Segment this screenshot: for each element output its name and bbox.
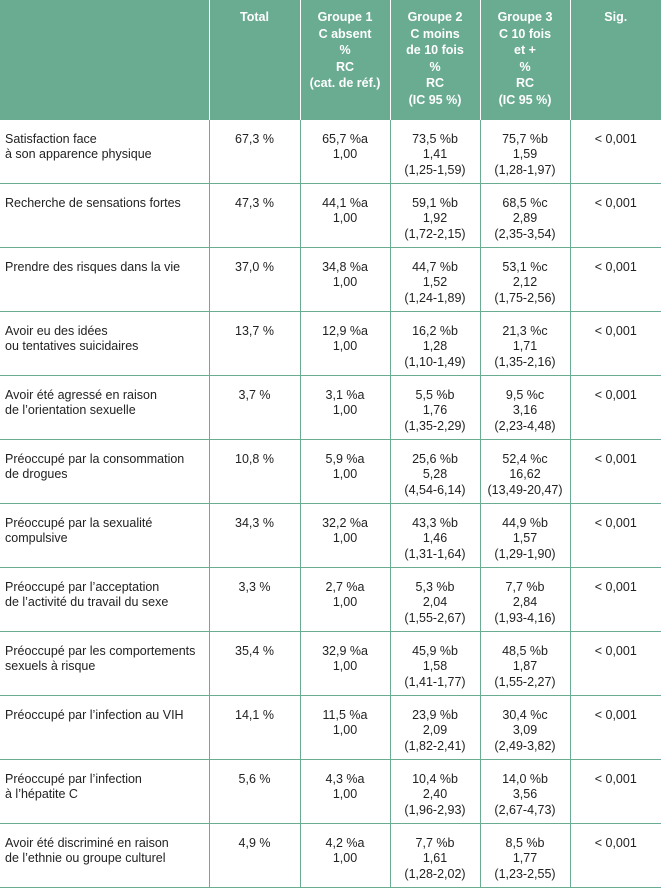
total-cell	[209, 759, 300, 823]
group-1-cell-line: 44,1 %a	[322, 195, 368, 210]
significance-cell	[570, 375, 661, 439]
row-label-cell	[0, 567, 209, 631]
group-3-cell-line: 68,5 %c	[502, 195, 548, 210]
group-2-cell-line: 1,92	[422, 211, 448, 225]
group-1-cell-line: 1,00	[332, 403, 358, 417]
group-2-cell-line: 2,09	[422, 723, 448, 737]
group-2-cell	[390, 631, 480, 695]
group-3-cell-line: 9,5 %c	[505, 387, 545, 402]
header-cell-sig	[570, 0, 661, 119]
group-2-cell	[390, 695, 480, 759]
table-row	[0, 183, 661, 247]
group-1-cell-line: 4,3 %a	[325, 771, 365, 786]
group-3-cell-line: (1,93-4,16)	[494, 610, 556, 625]
group-2-cell-line: (1,31-1,64)	[404, 546, 466, 561]
header-cell-label	[0, 0, 209, 119]
group-3-cell	[480, 823, 570, 887]
row-label-cell-line: à l’hépatite C	[5, 787, 78, 801]
group-3-cell-line: (1,75-2,56)	[494, 290, 556, 305]
total-cell	[209, 631, 300, 695]
total-cell-value: 10,8 %	[235, 451, 274, 466]
group-3-cell-line: 1,71	[512, 339, 538, 353]
group-3-cell	[480, 503, 570, 567]
group-1-cell-line: 3,1 %a	[325, 387, 365, 402]
group-3-cell-line: 44,9 %b	[502, 515, 548, 530]
row-label-cell	[0, 631, 209, 695]
table-row	[0, 247, 661, 311]
group-1-cell-line: 11,5 %a	[322, 707, 368, 722]
group-3-cell-line: 75,7 %b	[502, 131, 548, 146]
significance-cell	[570, 503, 661, 567]
group-2-cell	[390, 375, 480, 439]
row-label-cell-line: Préoccupé par la consommation	[5, 451, 185, 466]
total-cell-value: 67,3 %	[235, 131, 274, 146]
header-cell-group-2	[390, 0, 480, 119]
row-label-cell	[0, 311, 209, 375]
group-1-cell-line: 2,7 %a	[325, 579, 365, 594]
group-2-cell	[390, 759, 480, 823]
group-1-cell	[300, 439, 390, 503]
significance-cell	[570, 759, 661, 823]
row-label-cell-line: Recherche de sensations fortes	[5, 195, 181, 210]
group-2-cell	[390, 503, 480, 567]
row-label-cell	[0, 119, 209, 183]
row-label-cell	[0, 695, 209, 759]
group-1-cell	[300, 183, 390, 247]
total-cell-value: 37,0 %	[235, 259, 274, 274]
group-2-cell	[390, 567, 480, 631]
group-3-cell	[480, 183, 570, 247]
header-line: %	[519, 59, 531, 74]
row-label-cell	[0, 823, 209, 887]
group-2-cell-line: (1,28-2,02)	[404, 866, 466, 881]
total-cell-value: 13,7 %	[235, 323, 274, 338]
group-3-cell-line: (1,28-1,97)	[494, 162, 556, 177]
group-3-cell-line: (1,55-2,27)	[494, 674, 556, 689]
row-label-cell-line: Préoccupé par l’infection	[5, 771, 142, 786]
significance-cell-value: < 0,001	[594, 131, 637, 146]
group-2-cell-line: 1,28	[422, 339, 448, 353]
group-2-cell-line: 10,4 %b	[412, 771, 458, 786]
group-2-cell-line: 44,7 %b	[412, 259, 458, 274]
total-cell-value: 4,9 %	[238, 835, 271, 850]
group-3-cell-line: 53,1 %c	[502, 259, 548, 274]
group-3-cell-line: (2,49-3,82)	[494, 738, 556, 753]
total-cell	[209, 119, 300, 183]
header-cell-group-3	[480, 0, 570, 119]
group-1-cell	[300, 311, 390, 375]
group-3-cell-line: 7,7 %b	[505, 579, 545, 594]
group-2-cell-line: 1,46	[422, 531, 448, 545]
significance-cell	[570, 695, 661, 759]
total-cell	[209, 311, 300, 375]
table-row	[0, 503, 661, 567]
significance-cell	[570, 183, 661, 247]
header-line: de 10 fois	[406, 43, 464, 57]
group-3-cell-line: 3,09	[512, 723, 538, 737]
row-label-cell-line: Préoccupé par la sexualité	[5, 515, 153, 530]
group-3-cell-line: 21,3 %c	[502, 323, 548, 338]
group-1-cell-line: 65,7 %a	[322, 131, 368, 146]
group-2-cell-line: 7,7 %b	[415, 835, 455, 850]
group-3-cell-line: 2,89	[512, 211, 538, 225]
row-label-cell-line: de l’orientation sexuelle	[5, 403, 136, 417]
group-3-cell-line: 1,57	[512, 531, 538, 545]
group-1-cell	[300, 631, 390, 695]
group-1-cell-line: 5,9 %a	[325, 451, 365, 466]
group-3-cell-line: 2,12	[512, 275, 538, 289]
group-1-cell-line: 1,00	[332, 467, 358, 481]
group-3-cell-line: 3,56	[512, 787, 538, 801]
significance-cell	[570, 439, 661, 503]
group-2-cell-line: (1,96-2,93)	[404, 802, 466, 817]
group-1-cell-line: 1,00	[332, 851, 358, 865]
group-3-cell	[480, 759, 570, 823]
header-line: Groupe 3	[497, 10, 553, 24]
significance-cell-value: < 0,001	[594, 451, 637, 466]
row-label-cell	[0, 439, 209, 503]
significance-cell-value: < 0,001	[594, 515, 637, 530]
group-3-cell	[480, 311, 570, 375]
total-cell	[209, 695, 300, 759]
group-3-cell	[480, 439, 570, 503]
row-label-cell	[0, 183, 209, 247]
significance-cell	[570, 311, 661, 375]
row-label-cell-line: Prendre des risques dans la vie	[5, 259, 181, 274]
header-line: C moins	[410, 26, 460, 41]
table-row	[0, 439, 661, 503]
row-label-cell-line: Satisfaction face	[5, 131, 97, 146]
header-cell-total	[209, 0, 300, 119]
row-label-cell-line: compulsive	[5, 531, 68, 545]
group-2-cell-line: 1,41	[422, 147, 448, 161]
table-row	[0, 119, 661, 183]
group-2-cell-line: (1,24-1,89)	[404, 290, 466, 305]
total-cell	[209, 567, 300, 631]
group-3-cell-line: (2,67-4,73)	[494, 802, 556, 817]
row-label-cell	[0, 503, 209, 567]
group-2-cell-line: 23,9 %b	[412, 707, 458, 722]
group-3-cell	[480, 247, 570, 311]
total-cell-value: 47,3 %	[235, 195, 274, 210]
group-2-cell-line: (1,55-2,67)	[404, 610, 466, 625]
group-2-cell-line: 1,76	[422, 403, 448, 417]
significance-cell-value: < 0,001	[594, 771, 637, 786]
group-3-cell-line: (2,23-4,48)	[494, 418, 556, 433]
row-label-cell-line: Préoccupé par l’infection au VIH	[5, 707, 184, 722]
significance-cell-value: < 0,001	[594, 579, 637, 594]
group-3-cell-line: (2,35-3,54)	[494, 226, 556, 241]
header-line: (cat. de réf.)	[309, 76, 381, 90]
row-label-cell-line: Avoir été discriminé en raison	[5, 835, 169, 850]
group-2-cell	[390, 183, 480, 247]
total-cell	[209, 439, 300, 503]
group-2-cell-line: (1,10-1,49)	[404, 354, 466, 369]
group-1-cell-line: 32,2 %a	[322, 515, 368, 530]
significance-cell	[570, 823, 661, 887]
group-1-cell-line: 1,00	[332, 595, 358, 609]
header-line: Groupe 2	[407, 10, 463, 24]
group-1-cell-line: 1,00	[332, 723, 358, 737]
group-3-cell-line: (1,35-2,16)	[494, 354, 556, 369]
group-3-cell	[480, 375, 570, 439]
group-2-cell-line: (1,35-2,29)	[404, 418, 466, 433]
row-label-cell	[0, 375, 209, 439]
total-cell-value: 5,6 %	[238, 771, 271, 786]
group-1-cell-line: 32,9 %a	[322, 643, 368, 658]
group-2-cell	[390, 439, 480, 503]
group-3-cell-line: 30,4 %c	[502, 707, 548, 722]
significance-cell-value: < 0,001	[594, 259, 637, 274]
row-label-cell-line: Préoccupé par les comportements	[5, 643, 196, 658]
header-line: %	[339, 43, 351, 57]
group-3-cell-line: 8,5 %b	[505, 835, 545, 850]
group-1-cell-line: 1,00	[332, 211, 358, 225]
group-2-cell-line: (1,72-2,15)	[404, 226, 466, 241]
group-3-cell	[480, 695, 570, 759]
table-row	[0, 695, 661, 759]
header-line: RC	[335, 59, 355, 74]
total-cell-value: 35,4 %	[235, 643, 274, 658]
group-2-cell-line: 1,61	[422, 851, 448, 865]
header-line: %	[429, 59, 441, 74]
total-cell	[209, 375, 300, 439]
total-cell-value: 3,7 %	[238, 387, 271, 402]
group-1-cell-line: 1,00	[332, 147, 358, 161]
group-3-cell-line: 2,84	[512, 595, 538, 609]
group-3-cell-line: 1,87	[512, 659, 538, 673]
header-line: Total	[240, 10, 269, 24]
significance-cell-value: < 0,001	[594, 195, 637, 210]
header-line: (IC 95 %)	[408, 92, 462, 107]
row-label-cell-line: à son apparence physique	[5, 147, 152, 161]
significance-cell-value: < 0,001	[594, 323, 637, 338]
row-label-cell-line: Préoccupé par l’acceptation	[5, 579, 160, 594]
group-1-cell-line: 1,00	[332, 659, 358, 673]
group-1-cell	[300, 119, 390, 183]
group-3-cell-line: (1,23-2,55)	[494, 866, 556, 881]
group-2-cell-line: (4,54-6,14)	[404, 482, 466, 497]
group-1-cell	[300, 375, 390, 439]
significance-cell-value: < 0,001	[594, 387, 637, 402]
header-line: (IC 95 %)	[498, 92, 552, 107]
group-2-cell-line: 59,1 %b	[412, 195, 458, 210]
total-cell	[209, 183, 300, 247]
header-line: RC	[425, 76, 445, 90]
group-1-cell-line: 1,00	[332, 787, 358, 801]
significance-cell	[570, 567, 661, 631]
group-1-cell-line: 4,2 %a	[325, 835, 365, 850]
table-row	[0, 759, 661, 823]
significance-cell-value: < 0,001	[594, 643, 637, 658]
total-cell	[209, 247, 300, 311]
group-3-cell-line: 52,4 %c	[502, 451, 548, 466]
group-3-cell-line: 1,77	[512, 851, 538, 865]
group-3-cell-line: 14,0 %b	[502, 771, 548, 786]
group-1-cell-line: 1,00	[332, 339, 358, 353]
header-line: C 10 fois	[498, 26, 552, 41]
group-2-cell-line: 5,3 %b	[415, 579, 455, 594]
row-label-cell-line: Avoir eu des idées	[5, 323, 108, 338]
total-cell	[209, 823, 300, 887]
group-2-cell-line: 16,2 %b	[412, 323, 458, 338]
group-2-cell	[390, 119, 480, 183]
row-label-cell-line: de l’activité du travail du sexe	[5, 595, 169, 609]
group-2-cell-line: 45,9 %b	[412, 643, 458, 658]
group-3-cell-line: 48,5 %b	[502, 643, 548, 658]
group-2-cell	[390, 311, 480, 375]
group-3-cell	[480, 567, 570, 631]
group-1-cell	[300, 567, 390, 631]
group-2-cell-line: 1,58	[422, 659, 448, 673]
group-2-cell-line: 5,5 %b	[415, 387, 455, 402]
header-line: Groupe 1	[317, 10, 373, 24]
group-2-cell	[390, 247, 480, 311]
total-cell	[209, 503, 300, 567]
group-2-cell-line: 2,04	[422, 595, 448, 609]
significance-cell-value: < 0,001	[594, 835, 637, 850]
group-1-cell-line: 1,00	[332, 275, 358, 289]
group-1-cell	[300, 503, 390, 567]
group-2-cell-line: 2,40	[422, 787, 448, 801]
row-label-cell-line: ou tentatives suicidaires	[5, 339, 139, 353]
header-line: Sig.	[604, 10, 628, 24]
row-label-cell-line: Avoir été agressé en raison	[5, 387, 157, 402]
table-header	[0, 0, 661, 119]
group-3-cell-line: (1,29-1,90)	[494, 546, 556, 561]
group-3-cell	[480, 631, 570, 695]
group-1-cell-line: 12,9 %a	[322, 323, 368, 338]
row-label-cell-line: de l’ethnie ou groupe culturel	[5, 851, 166, 865]
group-2-cell-line: 73,5 %b	[412, 131, 458, 146]
group-1-cell	[300, 759, 390, 823]
group-1-cell-line: 1,00	[332, 531, 358, 545]
total-cell-value: 3,3 %	[238, 579, 271, 594]
header-cell-group-1	[300, 0, 390, 119]
total-cell-value: 14,1 %	[235, 707, 274, 722]
row-label-cell	[0, 759, 209, 823]
group-2-cell-line: 25,6 %b	[412, 451, 458, 466]
group-3-cell	[480, 119, 570, 183]
group-2-cell-line: (1,25-1,59)	[404, 162, 466, 177]
group-1-cell	[300, 823, 390, 887]
row-label-cell-line: de drogues	[5, 467, 68, 481]
group-2-cell-line: (1,41-1,77)	[404, 674, 466, 689]
table-row	[0, 631, 661, 695]
header-line: RC	[515, 76, 535, 90]
header-line: et +	[514, 43, 536, 57]
header-line: C absent	[318, 26, 372, 41]
group-2-cell-line: 1,52	[422, 275, 448, 289]
group-3-cell-line: (13,49-20,47)	[487, 482, 563, 497]
significance-cell-value: < 0,001	[594, 707, 637, 722]
table-row	[0, 567, 661, 631]
table-row	[0, 823, 661, 887]
table-body	[0, 119, 661, 887]
group-1-cell	[300, 247, 390, 311]
group-1-cell-line: 34,8 %a	[322, 259, 368, 274]
significance-cell	[570, 119, 661, 183]
group-2-cell	[390, 823, 480, 887]
group-3-cell-line: 1,59	[512, 147, 538, 161]
group-3-cell-line: 16,62	[509, 467, 541, 481]
group-3-cell-line: 3,16	[512, 403, 538, 417]
significance-cell	[570, 631, 661, 695]
group-2-cell-line: 43,3 %b	[412, 515, 458, 530]
table-row	[0, 311, 661, 375]
total-cell-value: 34,3 %	[235, 515, 274, 530]
group-2-cell-line: 5,28	[422, 467, 448, 481]
significance-cell	[570, 247, 661, 311]
group-1-cell	[300, 695, 390, 759]
group-2-cell-line: (1,82-2,41)	[404, 738, 466, 753]
row-label-cell	[0, 247, 209, 311]
row-label-cell-line: sexuels à risque	[5, 659, 96, 673]
table-row	[0, 375, 661, 439]
